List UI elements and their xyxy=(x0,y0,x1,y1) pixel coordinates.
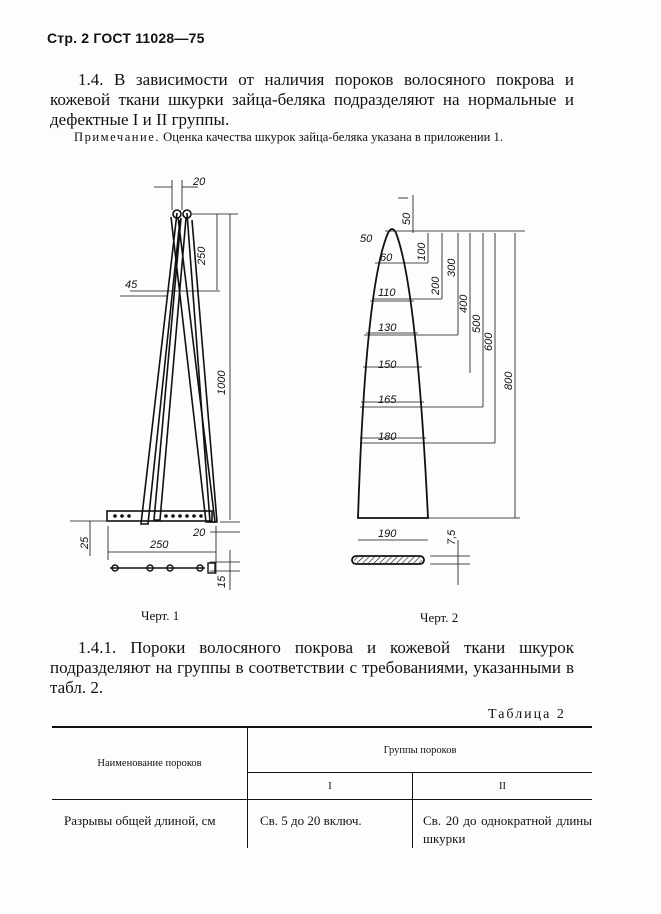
th-group-2: II xyxy=(413,773,593,800)
thickness-7-5: 7,5 xyxy=(446,529,458,545)
drawing-2 xyxy=(340,195,540,585)
dim-base-250: 250 xyxy=(150,539,169,551)
paragraph-1-4-1: 1.4.1. Пороки волосяного покрова и кожевой ткани шкурок подразделяют на группы в соответствии с требованиями, указанными в табл. 2. xyxy=(50,638,574,697)
caption-drawing-1: Черт. 1 xyxy=(141,608,180,623)
height-50: 50 xyxy=(401,212,413,225)
dim-15: 15 xyxy=(216,575,228,588)
width-180: 180 xyxy=(378,431,397,443)
height-800: 800 xyxy=(503,371,515,390)
height-100: 100 xyxy=(416,242,428,261)
height-200: 200 xyxy=(430,276,442,295)
height-500: 500 xyxy=(471,314,483,333)
cell-group-1: Св. 5 до 20 включ. xyxy=(248,800,413,849)
dim-20-bottom: 20 xyxy=(193,527,206,539)
height-600: 600 xyxy=(483,332,495,351)
width-50: 50 xyxy=(360,233,373,245)
note xyxy=(74,129,594,145)
dim-45: 45 xyxy=(125,279,138,291)
caption-drawing-2: Черт. 2 xyxy=(420,610,459,625)
note-label: Примечание. xyxy=(74,130,161,144)
width-165: 165 xyxy=(378,394,397,406)
dim-top-width: 20 xyxy=(193,176,206,188)
cell-defect-name: Разрывы общей длиной, см xyxy=(52,800,248,849)
width-60: 60 xyxy=(380,252,393,264)
drawing-1 xyxy=(70,170,270,590)
width-150: 150 xyxy=(378,359,397,371)
width-110: 110 xyxy=(378,287,396,299)
cell-group-2: Св. 20 до однократной длины шкурки xyxy=(423,813,592,846)
width-130: 130 xyxy=(378,322,397,334)
page-header: Стр. 2 ГОСТ 11028—75 xyxy=(47,30,205,46)
height-300: 300 xyxy=(446,258,458,277)
dim-250-side: 250 xyxy=(196,246,208,265)
dim-25: 25 xyxy=(79,536,91,549)
table-row xyxy=(52,800,592,849)
th-defect-name: Наименование пороков xyxy=(52,727,248,800)
note-text: Оценка качества шкурок зайца-беляка указана в приложении 1. xyxy=(160,130,504,144)
width-190: 190 xyxy=(378,528,397,540)
th-defect-groups: Группы пороков xyxy=(248,727,593,773)
height-400: 400 xyxy=(458,294,470,313)
defects-table xyxy=(52,726,592,848)
th-group-1: I xyxy=(248,773,413,800)
dim-1000: 1000 xyxy=(216,370,228,395)
paragraph-1-4: 1.4. В зависимости от наличия пороков волосяного покрова и кожевой ткани шкурки зайца-беляка подразделяют на нормальные и дефектные I и II группы. xyxy=(50,70,574,129)
table-title: Таблица 2 xyxy=(488,707,566,722)
